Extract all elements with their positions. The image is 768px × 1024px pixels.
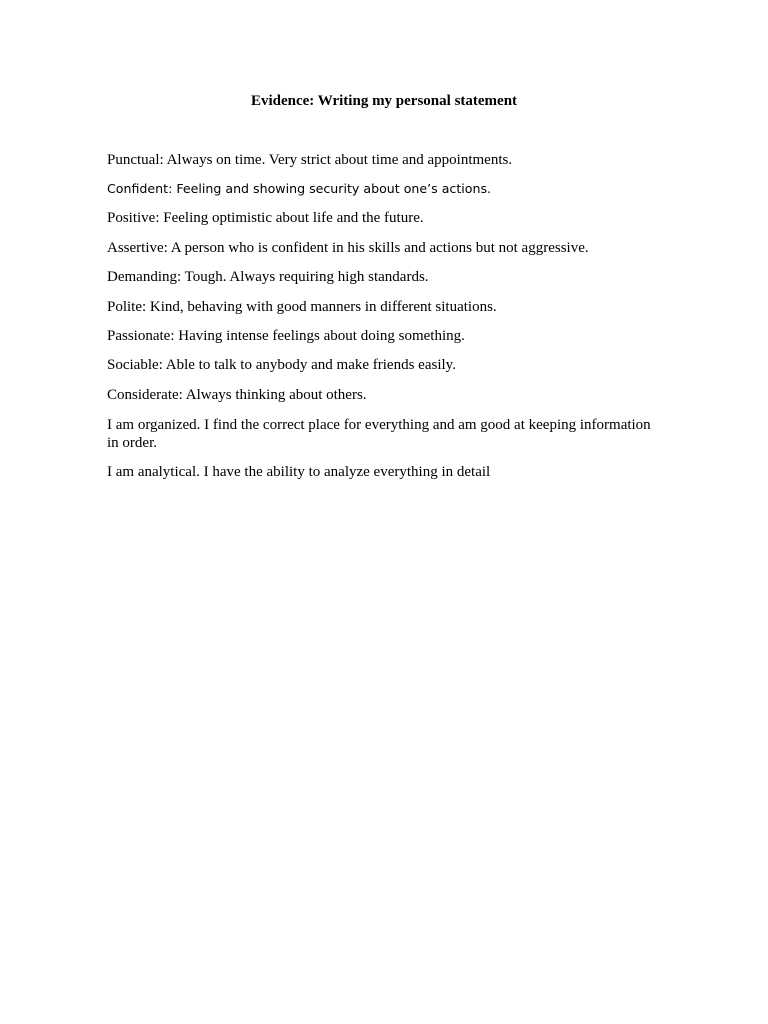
paragraph-organized-line-2: in order. xyxy=(107,435,157,451)
paragraph-considerate: Considerate: Always thinking about others. xyxy=(107,387,367,403)
paragraph-punctual: Punctual: Always on time. Very strict about time and appointments. xyxy=(107,152,513,168)
paragraph-confident: Confident: Feeling and showing security about one’s actions. xyxy=(107,181,492,196)
paragraph-polite: Polite: Kind, behaving with good manners in different situations. xyxy=(107,299,497,315)
paragraph-positive: Positive: Feeling optimistic about life and the future. xyxy=(107,210,424,226)
paragraph-organized-line-1: I am organized. I find the correct place for everything and am good at keeping information xyxy=(107,417,651,433)
paragraph-assertive: Assertive: A person who is confident in his skills and actions but not aggressive. xyxy=(107,240,589,256)
paragraph-demanding: Demanding: Tough. Always requiring high standards. xyxy=(107,269,429,285)
document-body xyxy=(107,151,667,481)
paragraph-analytical: I am analytical. I have the ability to analyze everything in detail xyxy=(107,464,491,480)
paragraph-organized xyxy=(107,416,667,452)
paragraph-passionate: Passionate: Having intense feelings about doing something. xyxy=(107,328,465,344)
document-title: Evidence: Writing my personal statement xyxy=(250,93,518,109)
paragraph-sociable: Sociable: Able to talk to anybody and make friends easily. xyxy=(107,357,456,373)
